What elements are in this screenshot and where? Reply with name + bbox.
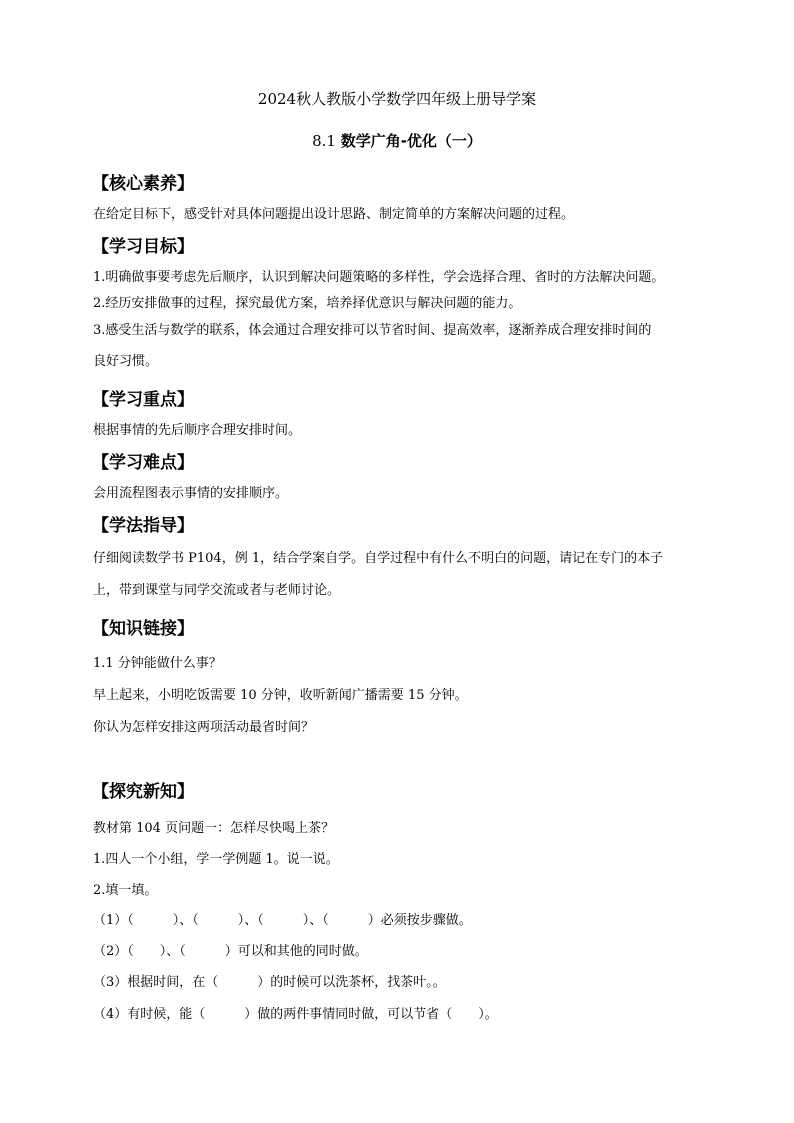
explore-fill-3: （3）根据时间，在（ ）的时候可以洗茶杯，找茶叶。。 xyxy=(93,975,446,990)
document-title: 2024秋人教版小学数学四年级上册导学案 xyxy=(257,90,537,108)
link-line-2: 早上起来，小明吃饭需要 10 分钟，收听新闻广播需要 15 分钟。 xyxy=(93,688,468,703)
explore-line-2: 1.四人一个小组，学一学例题 1。说一说。 xyxy=(93,852,339,867)
heading-difficulty: 【学习难点】 xyxy=(92,453,194,473)
explore-line-1: 教材第 104 页问题一：怎样尽快喝上茶？ xyxy=(93,821,335,836)
difficulty-line: 会用流程图表示事情的安排顺序。 xyxy=(93,486,289,501)
lesson-title xyxy=(0,130,794,151)
heading-core: 【核心素养】 xyxy=(92,174,194,194)
goal-line-2: 2.经历安排做事的过程，探究最优方案，培养择优意识与解决问题的能力。 xyxy=(93,296,522,311)
goal-line-4: 良好习惯。 xyxy=(93,354,159,369)
lesson-number: 8.1 xyxy=(312,132,336,150)
core-line: 在给定目标下，感受针对具体问题提出设计思路、制定简单的方案解决问题的过程。 xyxy=(93,207,575,222)
goal-line-1: 1.明确做事要考虑先后顺序，认识到解决问题策略的多样性，学会选择合理、省时的方法解决问题。 xyxy=(93,270,665,285)
explore-fill-2: （2）（ ）、（ ）可以和其他的同时做。 xyxy=(93,944,368,959)
heading-key: 【学习重点】 xyxy=(92,390,194,410)
explore-fill-1: （1）（ ）、（ ）、（ ）、（ ）必须按步骤做。 xyxy=(93,913,472,928)
explore-line-3: 2.填一填。 xyxy=(93,883,158,898)
heading-explore: 【探究新知】 xyxy=(92,782,194,802)
key-line: 根据事情的先后顺序合理安排时间。 xyxy=(93,423,302,438)
method-line-1: 仔细阅读数学书 P104，例 1，结合学案自学。自学过程中有什么不明白的问题，请记在专门的本子 xyxy=(93,551,664,566)
heading-method: 【学法指导】 xyxy=(92,516,194,536)
goal-line-3: 3.感受生活与数学的联系，体会通过合理安排可以节省时间、提高效率，逐渐养成合理安排时间的 xyxy=(93,323,652,338)
method-line-2: 上，带到课堂与同学交流或者与老师讨论。 xyxy=(93,583,341,598)
lesson-name: 数学广角-优化（一） xyxy=(340,132,482,150)
explore-fill-4: （4）有时候，能（ ）做的两件事情同时做，可以节省（ ）。 xyxy=(93,1007,498,1022)
link-line-1: 1.1 分钟能做什么事？ xyxy=(93,656,222,671)
heading-goals: 【学习目标】 xyxy=(92,237,194,257)
heading-link: 【知识链接】 xyxy=(92,619,194,639)
link-line-3: 你认为怎样安排这两项活动最省时间？ xyxy=(93,720,315,735)
